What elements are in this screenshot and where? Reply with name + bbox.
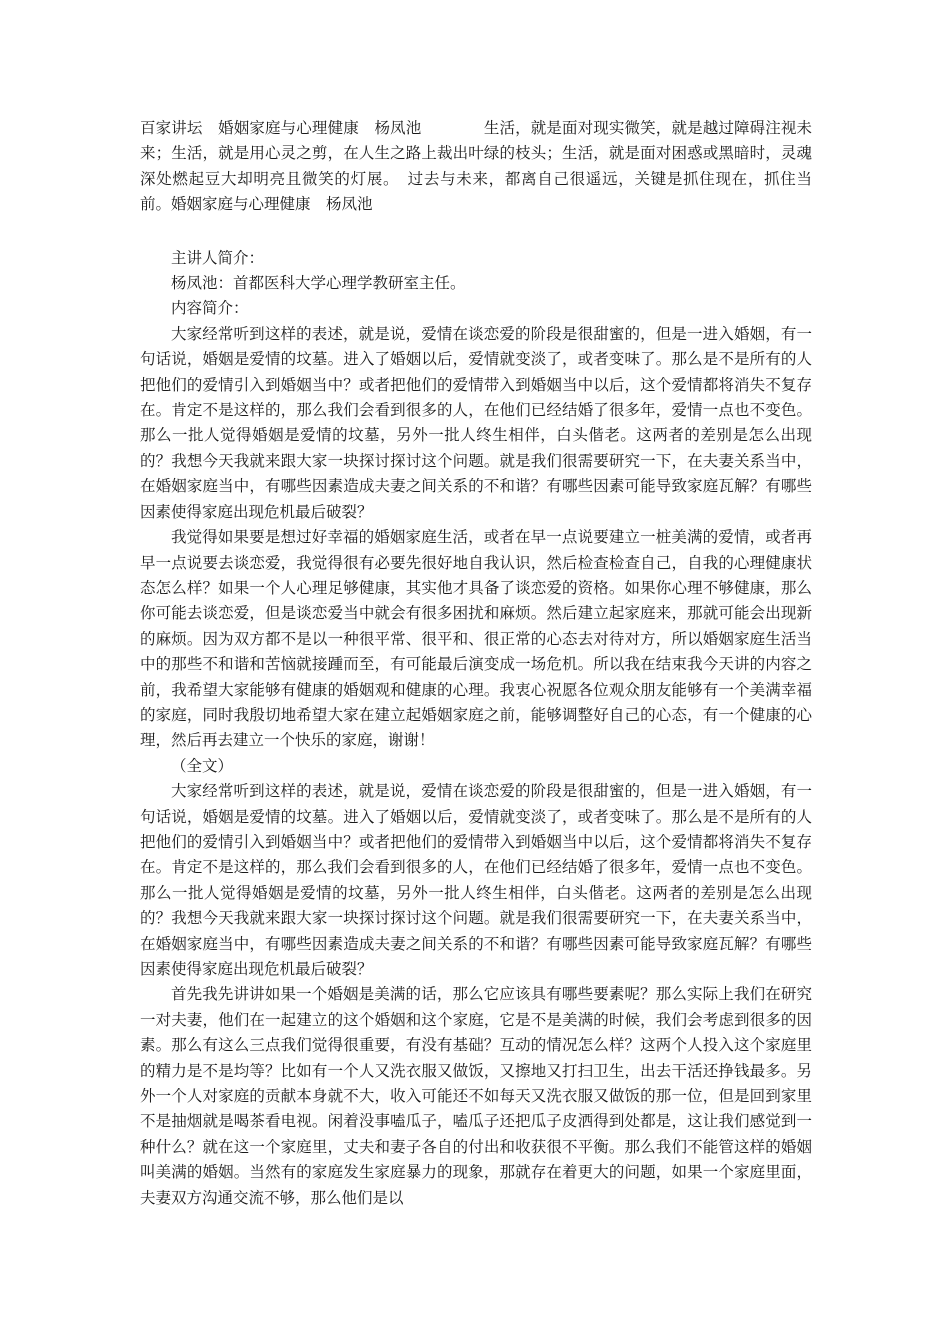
speaker-heading: 主讲人简介：: [171, 248, 265, 267]
summary-paragraph-2: 我觉得如果要是想过好幸福的婚姻家庭生活，或者在早一点说要建立一桩美满的爱情，或者再早一点说要去谈恋爱，我觉得很有必要先很好地自我认识，然后检查检查自己，自我的心理健康状态怎么样？如果一个人心理足够健康，其实他才具备了谈恋爱的资格。如果你心理不够健康，那么你可能去谈恋爱，但是谈恋爱当中就会有很多困扰和麻烦。然后建立起家庭来，那就可能会出现新的麻烦。因为双方都不是以一种很平常、很平和、很正常的心态去对待对方，所以婚姻家庭生活当中的那些不和谐和苦恼就接踵而至，有可能最后演变成一场危机。所以我在结束我今天讲的内容之前，我希望大家能够有健康的婚姻观和健康的心理。我衷心祝愿各位观众朋友能够有一个美满幸福的家庭，同时我殷切地希望大家在建立起婚姻家庭之前，能够调整好自己的心态，有一个健康的心理，然后再去建立一个快乐的家庭，谢谢！: [140, 528, 812, 750]
document-page: [140, 116, 812, 1211]
full-text-paragraph-2: 首先我先讲讲如果一个婚姻是美满的话，那么它应该具有哪些要素呢？那么实际上我们在研究一对夫妻，他们在一起建立的这个婚姻和这个家庭，它是不是美满的时候，我们会考虑到很多的因素。那么有这么三点我们觉得很重要，有没有基础？互动的情况怎么样？这两个人投入这个家庭里的精力是不是均等？比如有一个人又洗衣服又做饭，又擦地又打扫卫生，出去干活还挣钱最多。另外一个人对家庭的贡献本身就不大，收入可能还不如每天又洗衣服又做饭的那一位，但是回到家里不是抽烟就是喝茶看电视。闲着没事嗑瓜子，嗑瓜子还把瓜子皮洒得到处都是，这让我们感觉到一种什么？就在这一个家庭里，丈夫和妻子各自的付出和收获很不平衡。那么我们不能管这样的婚姻叫美满的婚姻。当然有的家庭发生家庭暴力的现象，那就存在着更大的问题，如果一个家庭里面，夫妻双方沟通交流不够，那么他们是以: [140, 985, 812, 1207]
summary-paragraph-1: 大家经常听到这样的表述，就是说，爱情在谈恋爱的阶段是很甜蜜的，但是一进入婚姻，有一句话说，婚姻是爱情的坟墓。进入了婚姻以后，爱情就变淡了，或者变味了。那么是不是所有的人把他们的爱情引入到婚姻当中？或者把他们的爱情带入到婚姻当中以后，这个爱情都将消失不复存在。肯定不是这样的，那么我们会看到很多的人，在他们已经结婚了很多年，爱情一点也不变色。那么一批人觉得婚姻是爱情的坟墓，另外一批人终生相伴，白头偕老。这两者的差别是怎么出现的？我想今天我就来跟大家一块探讨探讨这个问题。就是我们很需要研究一下，在夫妻关系当中，在婚姻家庭当中，有哪些因素造成夫妻之间关系的不和谐？有哪些因素可能导致家庭瓦解？有哪些因素使得家庭出现危机最后破裂？: [140, 324, 812, 521]
spacer: [140, 218, 812, 246]
full-text-label: （全文）: [171, 756, 234, 775]
full-text-paragraph-1: 大家经常听到这样的表述，就是说，爱情在谈恋爱的阶段是很甜蜜的，但是一进入婚姻，有一句话说，婚姻是爱情的坟墓。进入了婚姻以后，爱情就变淡了，或者变味了。那么是不是所有的人把他们的爱情引入到婚姻当中？或者把他们的爱情带入到婚姻当中以后，这个爱情都将消失不复存在。肯定不是这样的，那么我们会看到很多的人，在他们已经结婚了很多年，爱情一点也不变色。那么一批人觉得婚姻是爱情的坟墓，另外一批人终生相伴，白头偕老。这两者的差别是怎么出现的？我想今天我就来跟大家一块探讨探讨这个问题。就是我们很需要研究一下，在夫妻关系当中，在婚姻家庭当中，有哪些因素造成夫妻之间关系的不和谐？有哪些因素可能导致家庭瓦解？有哪些因素使得家庭出现危机最后破裂？: [140, 782, 812, 978]
header-paragraph: 百家讲坛 婚姻家庭与心理健康 杨凤池 生活，就是面对现实微笑，就是越过障碍注视未来；生活，就是用心灵之剪，在人生之路上裁出叶绿的枝头；生活，就是面对困惑或黑暗时，灵魂深处燃起豆大却明亮且微笑的灯展。 过去与未来，都离自己很遥远，关键是抓住现在，抓住当前。婚姻家庭与心理健康 杨凤池: [140, 119, 812, 214]
content-heading: 内容简介：: [171, 299, 249, 318]
speaker-info: 杨凤池：首都医科大学心理学教研室主任。: [171, 274, 466, 293]
